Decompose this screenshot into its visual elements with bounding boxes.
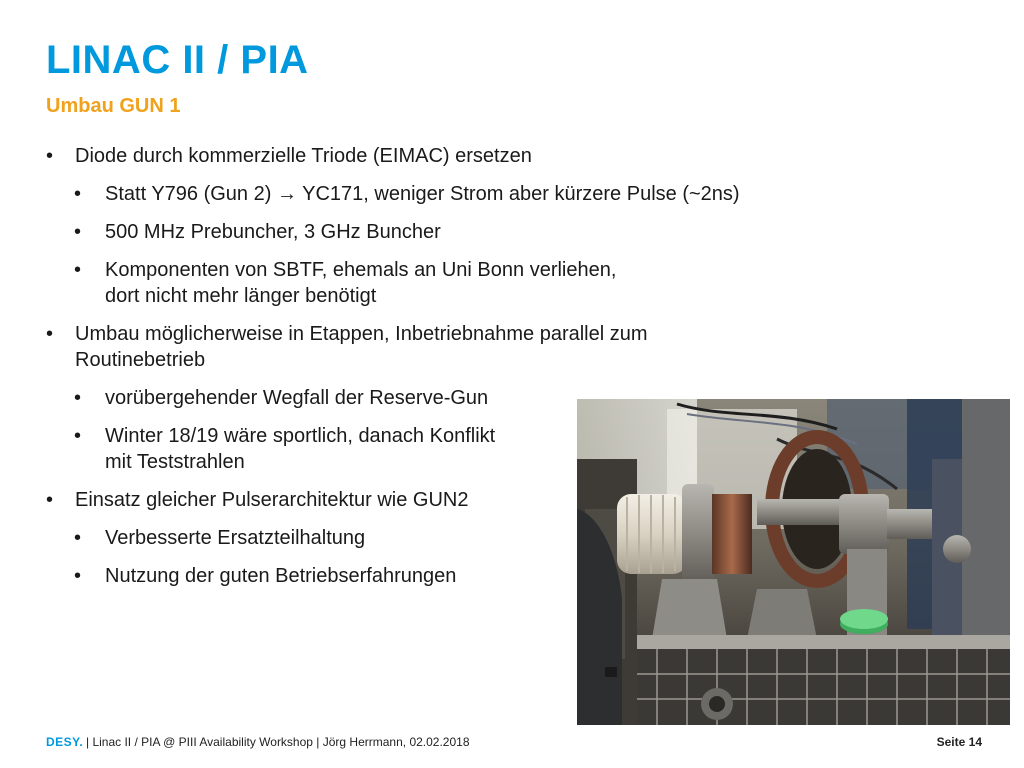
slide-subtitle: Umbau GUN 1 bbox=[46, 95, 181, 117]
list-item-line: Winter 18/19 wäre sportlich, danach Konflikt bbox=[105, 425, 496, 447]
list-item-line: Komponenten von SBTF, ehemals an Uni Bonn verliehen, bbox=[105, 259, 617, 281]
bullet-icon: • bbox=[46, 489, 54, 511]
desy-logo: DESY. bbox=[46, 735, 84, 749]
list-item-line: dort nicht mehr länger benötigt bbox=[105, 285, 377, 307]
page-number: Seite 14 bbox=[936, 735, 982, 749]
list-item-text: Einsatz gleicher Pulserarchitektur wie GUN2 bbox=[75, 489, 469, 511]
list-item bbox=[46, 181, 866, 207]
bullet-icon: • bbox=[46, 323, 54, 345]
accelerator-photo-illustration bbox=[577, 399, 1010, 725]
bullet-icon: • bbox=[74, 259, 82, 281]
list-item bbox=[46, 143, 866, 169]
bullet-icon: • bbox=[74, 425, 82, 447]
bullet-icon: • bbox=[46, 145, 54, 167]
bullet-icon: • bbox=[74, 221, 82, 243]
list-item-text: 500 MHz Prebuncher, 3 GHz Buncher bbox=[105, 221, 441, 243]
bullet-icon: • bbox=[74, 527, 82, 549]
list-item bbox=[46, 257, 866, 309]
bullet-icon: • bbox=[74, 565, 82, 587]
list-item-text: YC171, weniger Strom aber kürzere Pulse (~2ns) bbox=[296, 183, 740, 205]
bullet-icon: • bbox=[74, 387, 82, 409]
list-item-line: Routinebetrieb bbox=[75, 349, 206, 371]
list-item-line: Umbau möglicherweise in Etappen, Inbetriebnahme parallel zum bbox=[75, 323, 648, 345]
list-item-text: Verbesserte Ersatzteilhaltung bbox=[105, 527, 366, 549]
footer-text: | Linac II / PIA @ PIII Availability Workshop | Jörg Herrmann, 02.02.2018 bbox=[86, 735, 470, 749]
arrow-right-icon: → bbox=[276, 183, 297, 205]
footer bbox=[46, 734, 982, 752]
list-item-text: Nutzung der guten Betriebserfahrungen bbox=[105, 565, 457, 587]
list-item-text: Diode durch kommerzielle Triode (EIMAC) ersetzen bbox=[75, 145, 532, 167]
list-item bbox=[46, 219, 866, 245]
list-item-line: mit Teststrahlen bbox=[105, 451, 245, 473]
bullet-icon: • bbox=[74, 183, 82, 205]
gun-photo bbox=[577, 399, 1010, 725]
list-item-text: vorübergehender Wegfall der Reserve-Gun bbox=[105, 387, 489, 409]
slide-title: LINAC II / PIA bbox=[46, 38, 309, 82]
list-item-text: Statt Y796 (Gun 2) bbox=[105, 183, 277, 205]
list-item bbox=[46, 321, 866, 373]
